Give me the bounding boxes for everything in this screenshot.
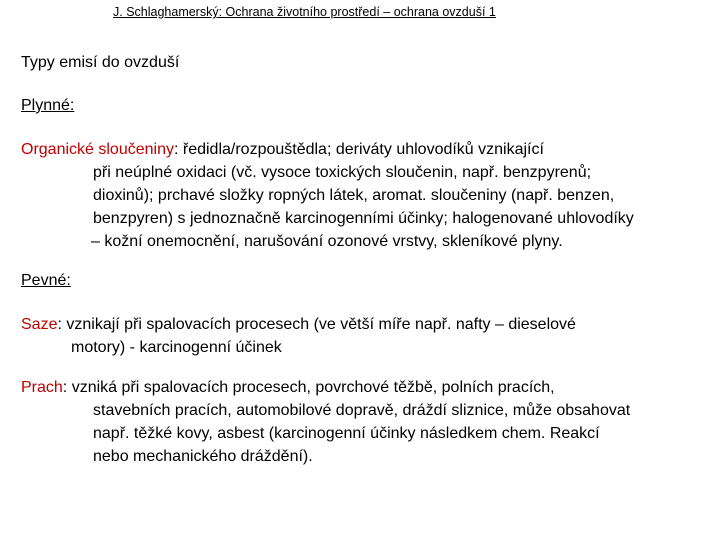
organic-compounds-first-line bbox=[21, 138, 634, 161]
page-title: Typy emisí do ovzduší bbox=[21, 54, 180, 71]
dust-text-line-1: : vzniká při spalovacích procesech, povrchové těžbě, polních pracích, bbox=[62, 379, 555, 396]
organic-compounds-term: Organické sloučeniny bbox=[21, 141, 174, 158]
organic-compounds-text-line-1: : ředidla/rozpouštědla; deriváty uhlovodíků vznikající bbox=[173, 141, 544, 158]
dust-term: Prach bbox=[21, 379, 63, 396]
organic-compounds-text-line-5: – kožní onemocnění, narušování ozonové vrstvy, skleníkové plyny. bbox=[91, 233, 563, 250]
organic-compounds-text-line-4: benzpyren) s jednoznačně karcinogenními účinky; halogenované uhlovodíky bbox=[93, 210, 634, 227]
organic-compounds-text-line-3: dioxinů); prchavé složky ropných látek, aromat. sloučeniny (např. benzen, bbox=[93, 187, 615, 204]
organic-compounds-paragraph bbox=[21, 138, 634, 253]
soot-text-line-2: motory) - karcinogenní účinek bbox=[71, 339, 282, 356]
dust-text-line-3: např. těžké kovy, asbest (karcinogenní účinky následkem chem. Reakcí bbox=[93, 425, 600, 442]
soot-text-line-1: : vznikají při spalovacích procesech (ve větší míře např. nafty – dieselové bbox=[57, 316, 576, 333]
dust-text-line-2: stavebních pracích, automobilové dopravě, dráždí sliznice, může obsahovat bbox=[93, 402, 631, 419]
organic-compounds-text-line-2: při neúplné oxidaci (vč. vysoce toxických sloučenin, např. benzpyrenů; bbox=[93, 164, 592, 181]
soot-first-line bbox=[21, 313, 576, 336]
gaseous-label: Plynné: bbox=[21, 97, 75, 114]
dust-first-line bbox=[21, 376, 630, 399]
soot-term: Saze bbox=[21, 316, 58, 333]
dust-paragraph bbox=[21, 376, 630, 468]
soot-paragraph bbox=[21, 313, 576, 359]
solid-label: Pevné: bbox=[21, 272, 71, 289]
dust-text-line-4: nebo mechanického dráždění). bbox=[93, 448, 313, 465]
page-header: J. Schlaghamerský: Ochrana životního prostředí – ochrana ovzduší 1 bbox=[113, 5, 496, 19]
